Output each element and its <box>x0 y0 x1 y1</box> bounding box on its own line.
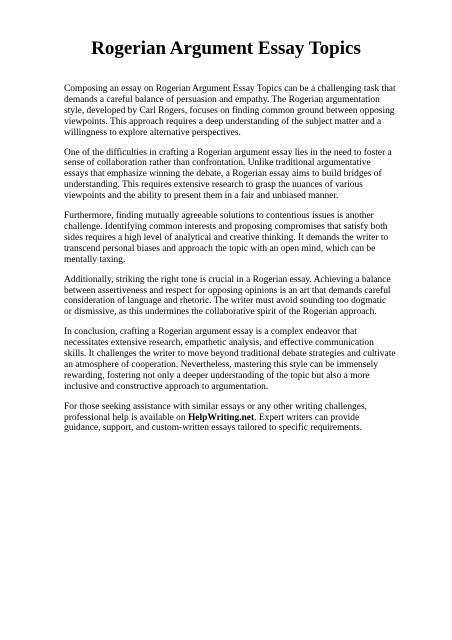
paragraph-conclusion: In conclusion, crafting a Rogerian argument essay is a complex endeavor that necessitates extensive research, empathetic analysis, and effective communication skills. It challenges the writer to move beyond traditional debate strategies and cultivate an atmosphere of cooperation. Nevertheless, mastering this style can be immensely rewarding, fostering not only a deeper understanding of the topic but also a more inclusive and constructive approach to argumentation. <box>64 327 396 392</box>
page-title: Rogerian Argument Essay Topics <box>91 38 361 59</box>
paragraph-difficulties: One of the difficulties in crafting a Rogerian argument essay lies in the need to foster a sense of collaboration rather than confrontation. Unlike traditional argumentative essays that emphasize winning the debate, a Rogerian essay aims to build bridges of understanding. This requires extensive research to grasp the nuances of various viewpoints and the ability to present them in a fair and unbiased manner. <box>64 147 392 202</box>
paragraph-intro: Composing an essay on Rogerian Argument Essay Topics can be a challenging task that demands a careful balance of persuasion and empathy. The Rogerian argumentation style, developed by Carl Rogers, focuses on finding common ground between opposing viewpoints. This approach requires a deep understanding of the subject matter and a willingness to explore alternative perspectives. <box>64 84 396 138</box>
paragraph-solutions: Furthermore, finding mutually agreeable solutions to contentious issues is another challenge. Identifying common interests and proposing compromises that satisfy both sides requires a high level of analytical and creative thinking. It demands the writer to transcend personal biases and approach the topic with an open mind, which can be mentally taxing. <box>64 211 389 265</box>
document-body <box>64 84 396 443</box>
closing-text-before: For those seeking assistance with similar essays or any other writing challenges, professional help is available on <box>64 401 367 423</box>
paragraph-closing <box>64 402 396 435</box>
helpwriting-link[interactable]: HelpWriting.net <box>187 412 255 423</box>
closing-text-after: . Expert writers can provide guidance, support, and custom-written essays tailored to specific requirements. <box>64 412 362 434</box>
paragraph-tone: Additionally, striking the right tone is crucial in a Rogerian essay. Achieving a balance between assertiveness and respect for opposing opinions is an art that demands careful consideration of language and rhetoric. The writer must avoid sounding too dogmatic or dismissive, as this undermines the collaborative spirit of the Rogerian approach. <box>64 274 391 318</box>
